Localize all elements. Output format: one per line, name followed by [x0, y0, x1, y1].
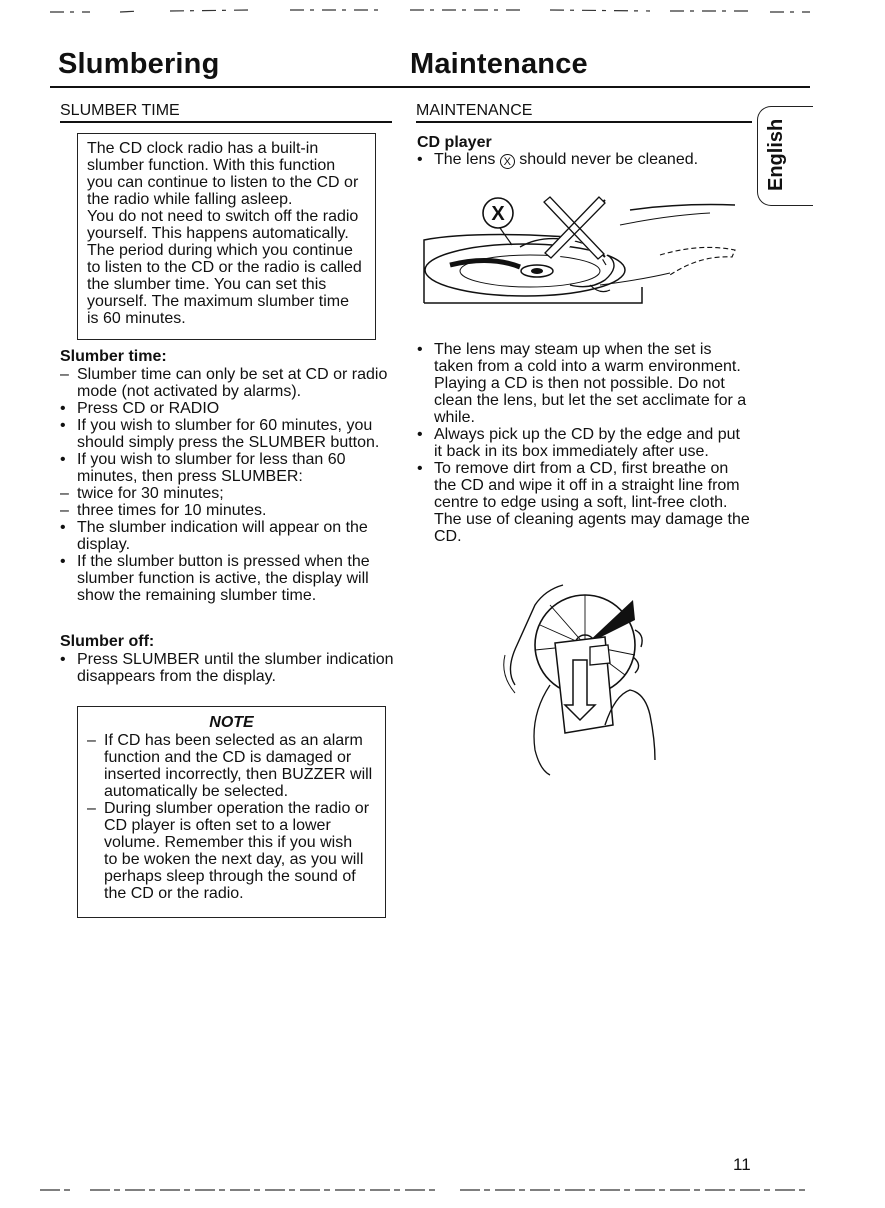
slumber-time-marker: • [60, 400, 66, 417]
intro-line: to listen to the CD or the radio is called [87, 259, 362, 276]
intro-line: yourself. The maximum slumber time [87, 293, 349, 310]
slumber-time-marker: • [60, 553, 66, 570]
slumber-time-item [60, 553, 400, 604]
maintenance-title: MAINTENANCE [416, 102, 533, 119]
slumber-intro-box [77, 133, 376, 340]
maintenance-marker: • [417, 341, 423, 358]
header-rule [50, 86, 810, 88]
lens-cleaning-illustration [420, 185, 740, 310]
note-line: automatically be selected. [104, 783, 289, 800]
slumber-time-item [60, 502, 400, 519]
maintenance-line: The lens may steam up when the set is [434, 341, 712, 358]
note-item [87, 800, 377, 902]
lens-symbol: X [500, 154, 515, 169]
note-line: CD player is often set to a lower [104, 817, 331, 834]
slumber-time-marker: • [60, 519, 66, 536]
slumber-time-marker: • [60, 451, 66, 468]
note-list [87, 732, 377, 902]
slumber-time-item [60, 417, 400, 451]
intro-line: The CD clock radio has a built-in [87, 140, 319, 157]
maintenance-line: Always pick up the CD by the edge and put [434, 426, 740, 443]
maintenance-line: CD. [434, 528, 462, 545]
slumber-off-item [60, 651, 400, 685]
slumber-time-line: show the remaining slumber time. [77, 587, 317, 604]
language-tab [757, 106, 813, 206]
page-header-left: Slumbering [58, 48, 220, 80]
slumber-time-item [60, 485, 400, 502]
cd-wiping-illustration [495, 575, 670, 780]
maintenance-line: the CD and wipe it off in a straight line from [434, 477, 740, 494]
slumber-off-marker: • [60, 651, 66, 668]
note-line: volume. Remember this if you wish [104, 834, 353, 851]
slumber-time-line: three times for 10 minutes. [77, 502, 267, 519]
slumber-time-rule [60, 121, 392, 123]
slumber-time-line: twice for 30 minutes; [77, 485, 224, 502]
slumber-time-item [60, 400, 400, 417]
maintenance-item [417, 426, 762, 460]
slumber-time-line: minutes, then press SLUMBER: [77, 468, 303, 485]
slumber-intro-text [87, 140, 362, 327]
slumber-time-marker: – [60, 485, 69, 502]
slumber-time-marker: – [60, 502, 69, 519]
intro-line: the slumber time. You can set this [87, 276, 327, 293]
note-line: to be woken the next day, as you will [104, 851, 364, 868]
page-header-right: Maintenance [410, 48, 588, 80]
slumber-time-line: mode (not activated by alarms). [77, 383, 302, 400]
slumber-time-line: If you wish to slumber for 60 minutes, you [77, 417, 373, 434]
lens-warning-marker: • [417, 151, 423, 168]
slumber-time-line: display. [77, 536, 131, 553]
note-marker: – [87, 732, 96, 749]
slumber-time-line: slumber function is active, the display will [77, 570, 369, 587]
language-tab-label: English [765, 118, 787, 191]
note-item [87, 732, 377, 800]
maintenance-item [417, 460, 762, 545]
page-number: 11 [733, 1155, 751, 1174]
slumber-time-line: If the slumber button is pressed when the [77, 553, 370, 570]
slumber-off-line: disappears from the display. [77, 668, 276, 685]
slumber-time-line: Slumber time can only be set at CD or radio [77, 366, 388, 383]
lens-warning-text-after: should never be cleaned. [514, 151, 699, 168]
intro-line: You do not need to switch off the radio [87, 208, 359, 225]
figure-x-label: X [491, 203, 505, 225]
maintenance-list [417, 341, 762, 545]
slumber-time-item [60, 366, 400, 400]
scan-artifact-top [50, 8, 810, 14]
note-line: If CD has been selected as an alarm [104, 732, 363, 749]
intro-line: The period during which you continue [87, 242, 353, 259]
slumber-time-title: SLUMBER TIME [60, 102, 180, 119]
slumber-time-line: should simply press the SLUMBER button. [77, 434, 380, 451]
maintenance-line: To remove dirt from a CD, first breathe on [434, 460, 729, 477]
maintenance-line: Playing a CD is then not possible. Do not [434, 375, 725, 392]
slumber-time-line: If you wish to slumber for less than 60 [77, 451, 346, 468]
maintenance-item [417, 341, 762, 426]
note-title: NOTE [209, 714, 254, 731]
slumber-time-marker: • [60, 417, 66, 434]
scan-artifact-bottom [40, 1188, 810, 1192]
intro-line: you can continue to listen to the CD or [87, 174, 359, 191]
slumber-time-item [60, 519, 400, 553]
lens-warning-item [417, 151, 698, 169]
maintenance-line: centre to edge using a soft, lint-free cloth. [434, 494, 728, 511]
note-line: perhaps sleep through the sound of [104, 868, 356, 885]
maintenance-line: The use of cleaning agents may damage the [434, 511, 750, 528]
maintenance-line: it back in its box immediately after use. [434, 443, 709, 460]
maintenance-marker: • [417, 426, 423, 443]
intro-line: slumber function. With this function [87, 157, 336, 174]
maintenance-line: taken from a cold into a warm environment. [434, 358, 741, 375]
note-line: function and the CD is damaged or [104, 749, 352, 766]
maintenance-line: while. [434, 409, 475, 426]
slumber-time-marker: – [60, 366, 69, 383]
note-line: inserted incorrectly, then BUZZER will [104, 766, 373, 783]
intro-line: is 60 minutes. [87, 310, 186, 327]
lens-warning-text-before: The lens [434, 151, 500, 168]
maintenance-marker: • [417, 460, 423, 477]
slumber-off-heading: Slumber off: [60, 633, 155, 650]
maintenance-rule [416, 121, 752, 123]
slumber-off-list [60, 651, 400, 685]
slumber-time-list [60, 366, 400, 604]
maintenance-line: clean the lens, but let the set acclimate for a [434, 392, 747, 409]
intro-line: yourself. This happens automatically. [87, 225, 349, 242]
slumber-time-line: Press CD or RADIO [77, 400, 220, 417]
cd-player-heading: CD player [417, 134, 492, 151]
slumber-time-heading: Slumber time: [60, 348, 167, 365]
slumber-time-item [60, 451, 400, 485]
slumber-off-line: Press SLUMBER until the slumber indication [77, 651, 394, 668]
note-marker: – [87, 800, 96, 817]
note-line: the CD or the radio. [104, 885, 244, 902]
note-box [77, 706, 386, 918]
slumber-time-line: The slumber indication will appear on the [77, 519, 368, 536]
intro-line: the radio while falling asleep. [87, 191, 293, 208]
note-line: During slumber operation the radio or [104, 800, 370, 817]
